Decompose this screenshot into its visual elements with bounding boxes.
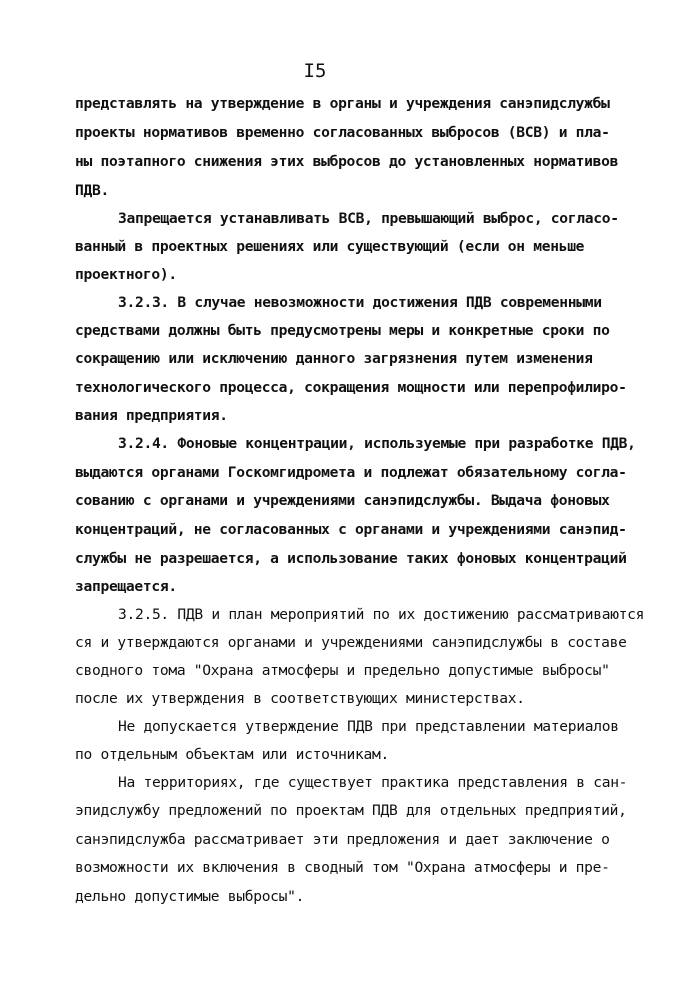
text-line: проекты нормативов временно согласованных выбросов (ВСВ) и пла- — [75, 124, 610, 141]
text-line: сокращению или исключению данного загрязнения путем изменения — [75, 350, 593, 367]
text-line: запрещается. — [75, 578, 177, 595]
text-line: эпидслужбу предложений по проектам ПДВ для отдельных предприятий, — [75, 802, 627, 819]
text-line: ны поэтапного снижения этих выбросов до установленных нормативов — [75, 153, 619, 170]
text-line: ПДВ. — [75, 182, 109, 199]
text-line: после их утверждения в соответствующих министерствах. — [75, 690, 525, 707]
text-line: дельно допустимые выбросы". — [75, 888, 305, 905]
text-line: службы не разрешается, а использование таких фоновых концентраций — [75, 550, 627, 567]
text-line: средствами должны быть предусмотрены меры и конкретные сроки по — [75, 322, 610, 339]
text-line: 3.2.5. ПДВ и план мероприятий по их достижению рассматриваются — [118, 606, 645, 623]
text-line: выдаются органами Госкомгидромета и подлежат обязательному согла- — [75, 464, 627, 481]
text-line: сводного тома "Охрана атмосферы и предельно допустимые выбросы" — [75, 662, 610, 679]
text-line: На территориях, где существует практика представления в сан- — [118, 774, 628, 791]
text-line: представлять на утверждение в органы и учреждения санэпидслужбы — [75, 95, 610, 112]
text-line: вания предприятия. — [75, 407, 228, 424]
text-line: концентраций, не согласованных с органами и учреждениями санэпид- — [75, 521, 627, 538]
text-line: 3.2.4. Фоновые концентрации, используемые при разработке ПДВ, — [118, 435, 636, 452]
text-line: Запрещается устанавливать ВСВ, превышающий выброс, согласо- — [118, 210, 619, 227]
text-line: возможности их включения в сводный том "Охрана атмосферы и пре- — [75, 859, 610, 876]
text-line: проектного). — [75, 266, 177, 283]
text-line: 3.2.3. В случае невозможности достижения ПДВ современными — [118, 294, 602, 311]
text-line: Не допускается утверждение ПДВ при представлении материалов — [118, 718, 619, 735]
text-line: технологического процесса, сокращения мощности или перепрофилиро- — [75, 379, 627, 396]
text-line: сованию с органами и учреждениями санэпидслужбы. Выдача фоновых — [75, 492, 610, 509]
text-line: ванный в проектных решениях или существующий (если он меньше — [75, 238, 585, 255]
page-number: I5 — [303, 60, 327, 82]
text-line: ся и утверждаются органами и учреждениями санэпидслужбы в составе — [75, 634, 627, 651]
text-line: санэпидслужба рассматривает эти предложения и дает заключение о — [75, 831, 610, 848]
text-line: по отдельным объектам или источникам. — [75, 746, 389, 763]
